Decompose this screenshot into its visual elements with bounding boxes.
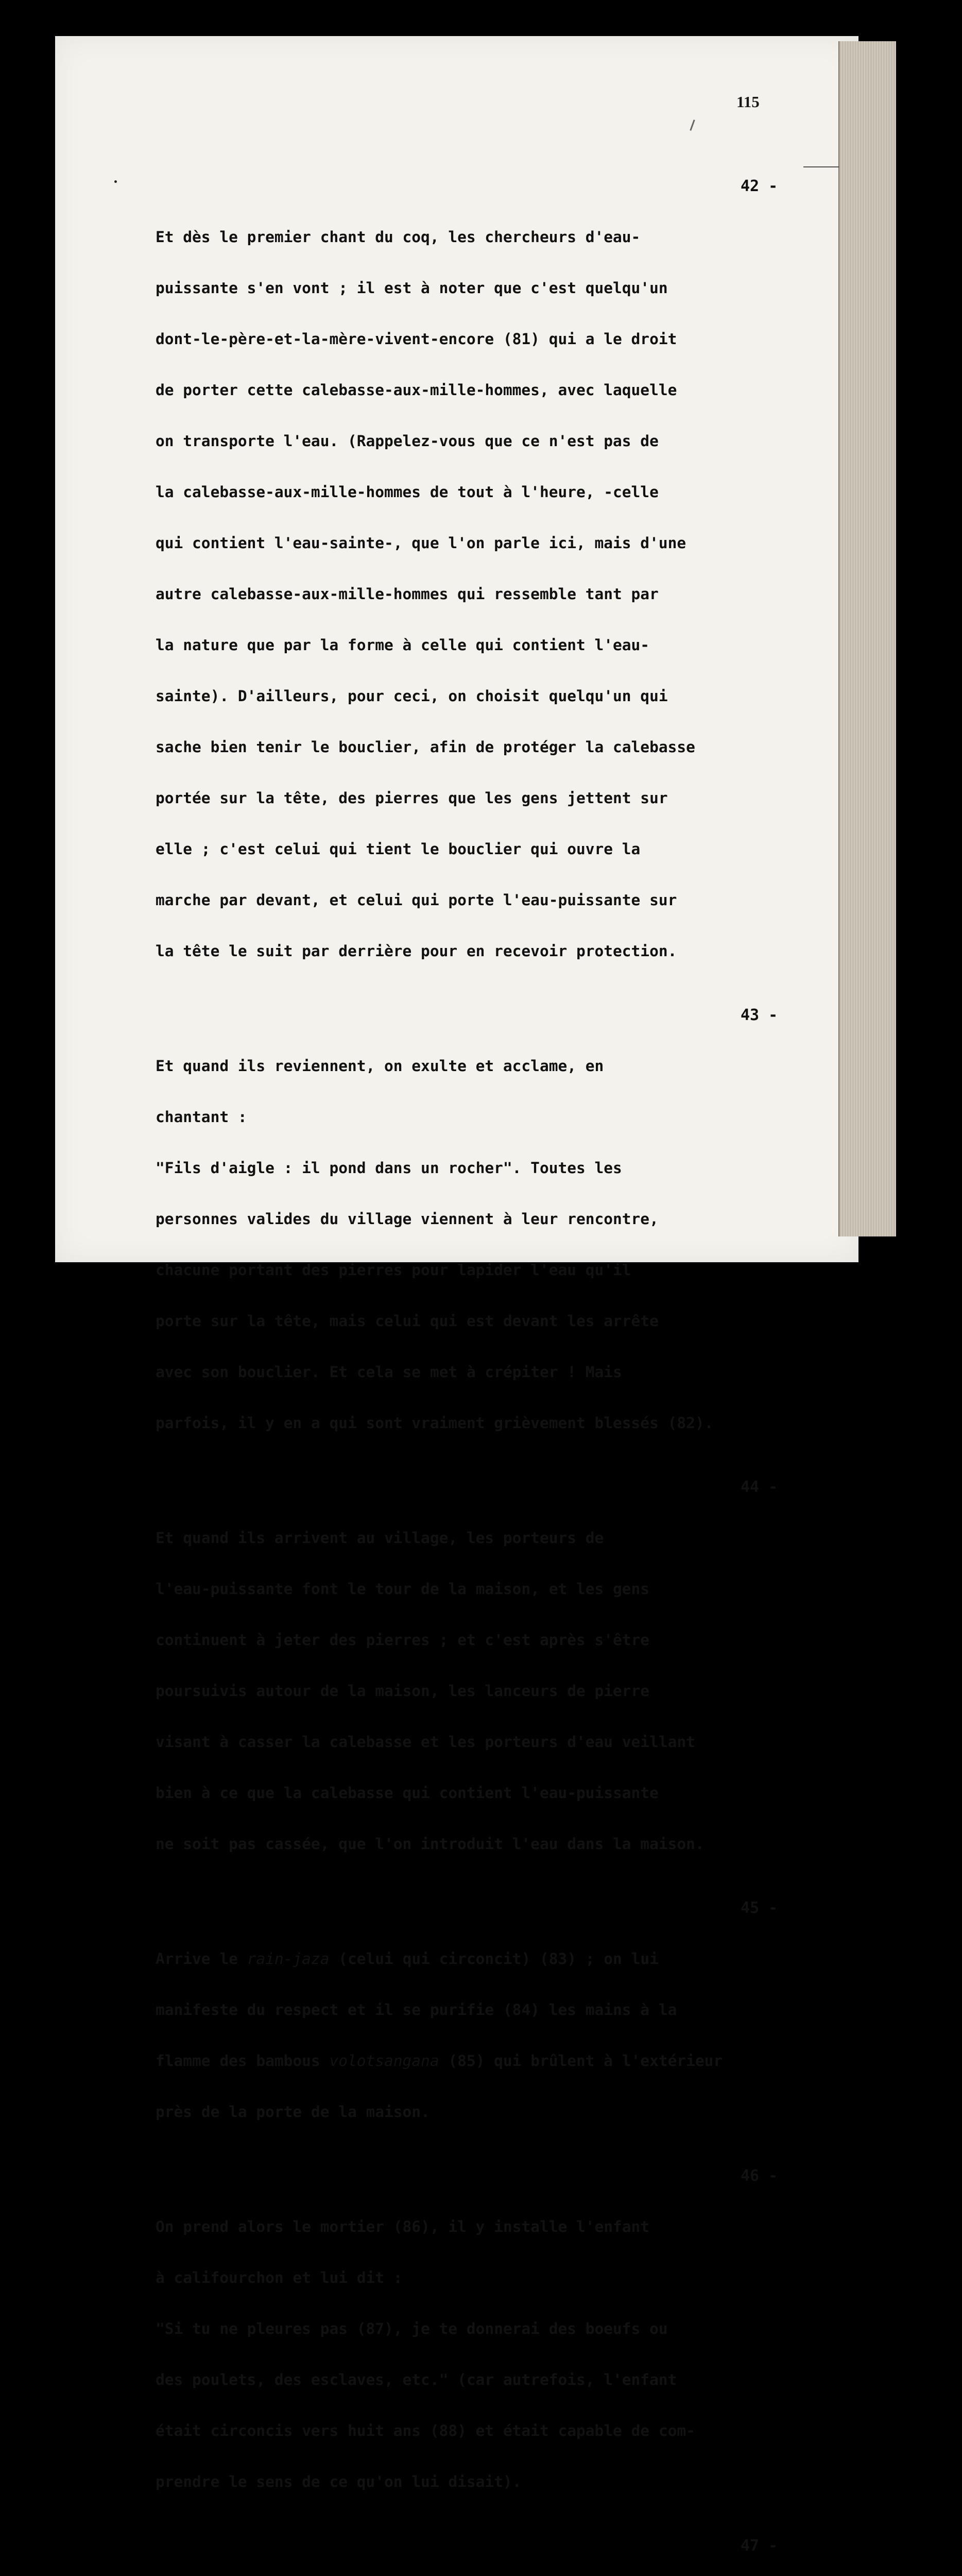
text-line: Et quand ils arrivent au village, les porteurs de [156,1529,604,1547]
text-line: "Si tu ne pleures pas (87), je te donnerai des boeufs ou [156,2320,668,2337]
text-line: porte sur la tête, mais celui qui est devant les arrête [156,1312,659,1330]
text-line: sainte). D'ailleurs, pour ceci, on choisit quelqu'un qui [156,687,668,705]
text-line: Arrive le rain-jaza (celui qui circoncit) (83) ; on lui [156,1950,659,1968]
paragraph-number: 44 - [741,1478,778,1496]
text-line: avec son bouclier. Et cela se met à crépiter ! Mais [156,1363,622,1381]
paragraph-42 [156,177,778,994]
page-edge [838,41,896,1236]
text-line: à califourchon et lui dit : [156,2269,403,2286]
paragraph-number: 47 - [741,2537,778,2555]
text-line: la nature que par la forme à celle qui contient l'eau- [156,636,650,654]
text-line: chantant : [156,1108,247,1126]
margin-line [803,166,839,167]
paragraph-number: 43 - [741,1006,778,1024]
text-line: manifeste du respect et il se purifie (84) les mains à la [156,2001,677,2019]
text-line: Et quand ils reviennent, on exulte et acclame, en [156,1057,604,1075]
text-line: était circoncis vers huit ans (88) et était capable de com- [156,2422,695,2439]
text-line: On prend alors le mortier (86), il y installe l'enfant [156,2218,650,2235]
text-line: chacune portant des pierres pour lapider l'eau qu'il [156,1261,631,1279]
text-line: sache bien tenir le bouclier, afin de protéger la calebasse [156,738,695,756]
text-line: bien à ce que la calebasse qui contient l'eau-puissante [156,1784,659,1802]
text-line: continuent à jeter des pierres ; et c'est après s'être [156,1631,650,1649]
text-line: marche par devant, et celui qui porte l'eau-puissante sur [156,891,677,909]
text-line: "Fils d'aigle : il pond dans un rocher". Toutes les [156,1159,622,1177]
text-line: on transporte l'eau. (Rappelez-vous que ce n'est pas de [156,432,659,450]
text-line: dont-le-père-et-la-mère-vivent-encore (81) qui a le droit [156,330,677,348]
text-line: de porter cette calebasse-aux-mille-hommes, avec laquelle [156,381,677,399]
text-line: parfois, il y en a qui sont vraiment grièvement blessés (82). [156,1414,714,1432]
body-text [156,177,778,2576]
text-line: visant à casser la calebasse et les porteurs d'eau veillant [156,1733,695,1751]
paragraph-45 [156,1899,778,2155]
text-line: qui contient l'eau-sainte-, que l'on parle ici, mais d'une [156,534,686,552]
page-number: 115 [736,93,760,111]
text-line: personnes valides du village viennent à leur rencontre, [156,1210,659,1228]
paragraph-46 [156,2167,778,2524]
text-line: flamme des bambous volotsangana (85) qui brûlent à l'extérieur [156,2052,723,2070]
text-line: ne soit pas cassée, que l'on introduit l'eau dans la maison. [156,1835,705,1853]
text-line: puissante s'en vont ; il est à noter que c'est quelqu'un [156,279,668,297]
text-line: prendre le sens de ce qu'on lui disait). [156,2473,522,2490]
text-line: Et dès le premier chant du coq, les chercheurs d'eau- [156,228,641,246]
paragraph-43 [156,1006,778,1466]
paragraph-number: 42 - [741,177,778,195]
paragraph-44 [156,1478,778,1887]
text-line: autre calebasse-aux-mille-hommes qui ressemble tant par [156,585,659,603]
text-line: des poulets, des esclaves, etc." (car autrefois, l'enfant [156,2371,677,2388]
paragraph-number: 46 - [741,2167,778,2185]
text-line: la calebasse-aux-mille-hommes de tout à l'heure, -celle [156,483,659,501]
text-line: la tête le suit par derrière pour en recevoir protection. [156,942,677,960]
text-line: près de la porte de la maison. [156,2103,430,2121]
text-line: l'eau-puissante font le tour de la maison, et les gens [156,1580,650,1598]
paragraph-number: 45 - [741,1899,778,1917]
text-line: portée sur la tête, des pierres que les gens jettent sur [156,789,668,807]
text-line: poursuivis autour de la maison, les lanceurs de pierre [156,1682,650,1700]
text-line: elle ; c'est celui qui tient le bouclier qui ouvre la [156,840,641,858]
paragraph-47 [156,2537,778,2576]
margin-dot [114,180,117,183]
